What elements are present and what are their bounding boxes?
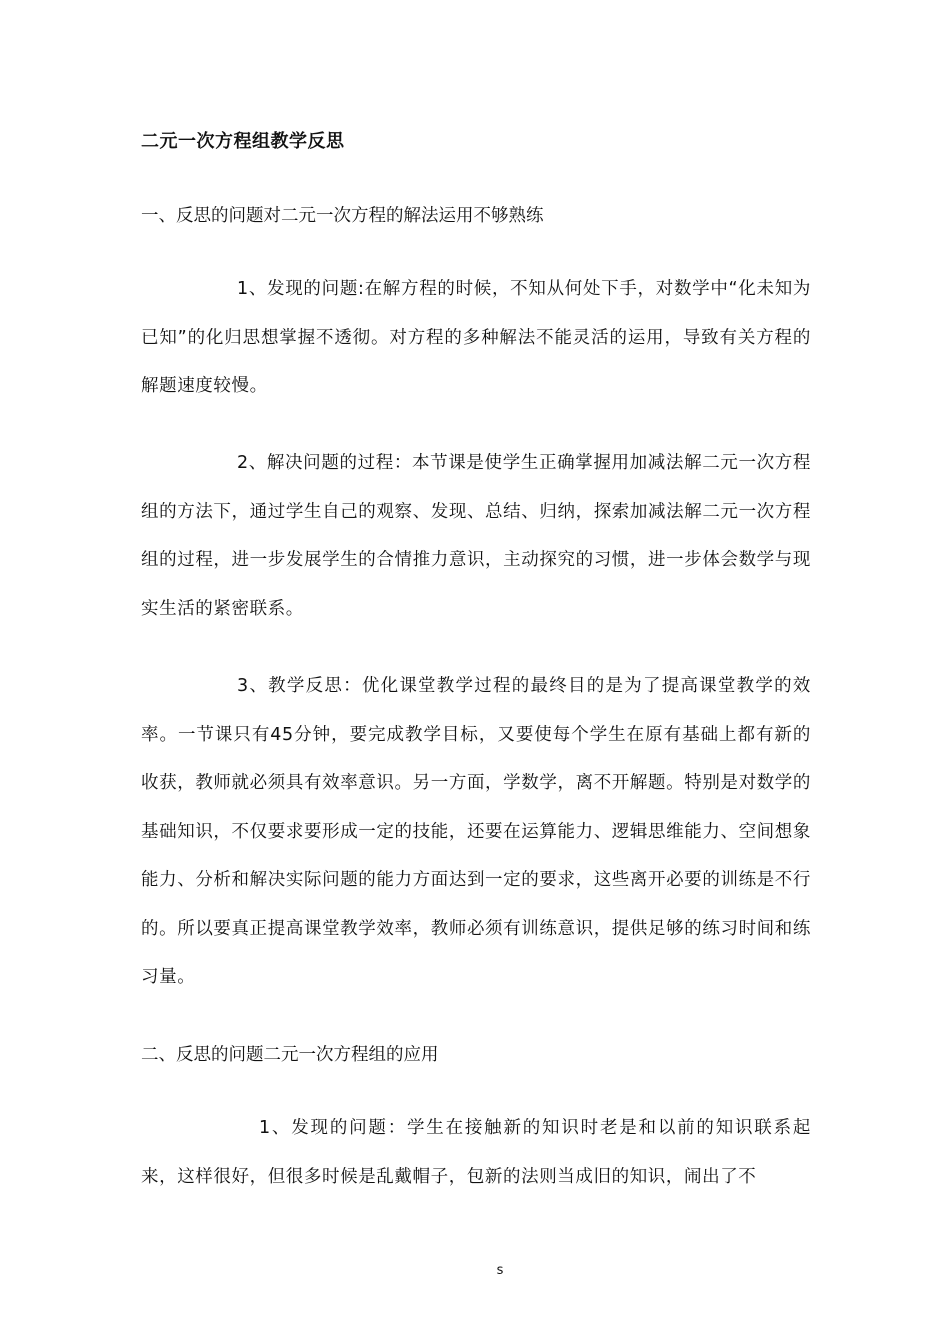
section-1-paragraph-1: 1、发现的问题:在解方程的时候，不知从何处下手，对数学中“化未知为已知”的化归思想掌握不透彻。对方程的多种解法不能灵活的运用，导致有关方程的解题速度较慢。 xyxy=(141,279,811,396)
section-2-heading: 二、反思的问题二元一次方程组的应用 xyxy=(141,1045,439,1065)
section-1-paragraph-3: 3、教学反思：优化课堂教学过程的最终目的是为了提高课堂教学的效率。一节课只有45分钟，要完成教学目标，又要使每个学生在原有基础上都有新的收获，教师就必须具有效率意识。另一方面，学数学，离不开解题。特别是对数学的基础知识，不仅要求要形成一定的技能，还要在运算能力、逻辑思维能力、空间想象能力、分析和解决实际问题的能力方面达到一定的要求，这些离开必要的训练是不行的。所以要真正提高课堂教学效率，教师必须有训练意识，提供足够的练习时间和练习量。 xyxy=(141,676,811,987)
section-1-heading: 一、反思的问题对二元一次方程的解法运用不够熟练 xyxy=(141,206,544,226)
section-1-paragraph-2: 2、解决问题的过程：本节课是使学生正确掌握用加减法解二元一次方程组的方法下，通过学生自己的观察、发现、总结、归纳，探索加减法解二元一次方程组的过程，进一步发展学生的合情推力意识，主动探究的习惯，进一步体会数学与现实生活的紧密联系。 xyxy=(141,453,811,619)
section-2-paragraph-1: 1、发现的问题：学生在接触新的知识时老是和以前的知识联系起来，这样很好，但很多时候是乱戴帽子，包新的法则当成旧的知识，闹出了不 xyxy=(141,1118,811,1187)
document-title: 二元一次方程组教学反思 xyxy=(141,131,345,152)
page-number: s xyxy=(496,1263,504,1278)
